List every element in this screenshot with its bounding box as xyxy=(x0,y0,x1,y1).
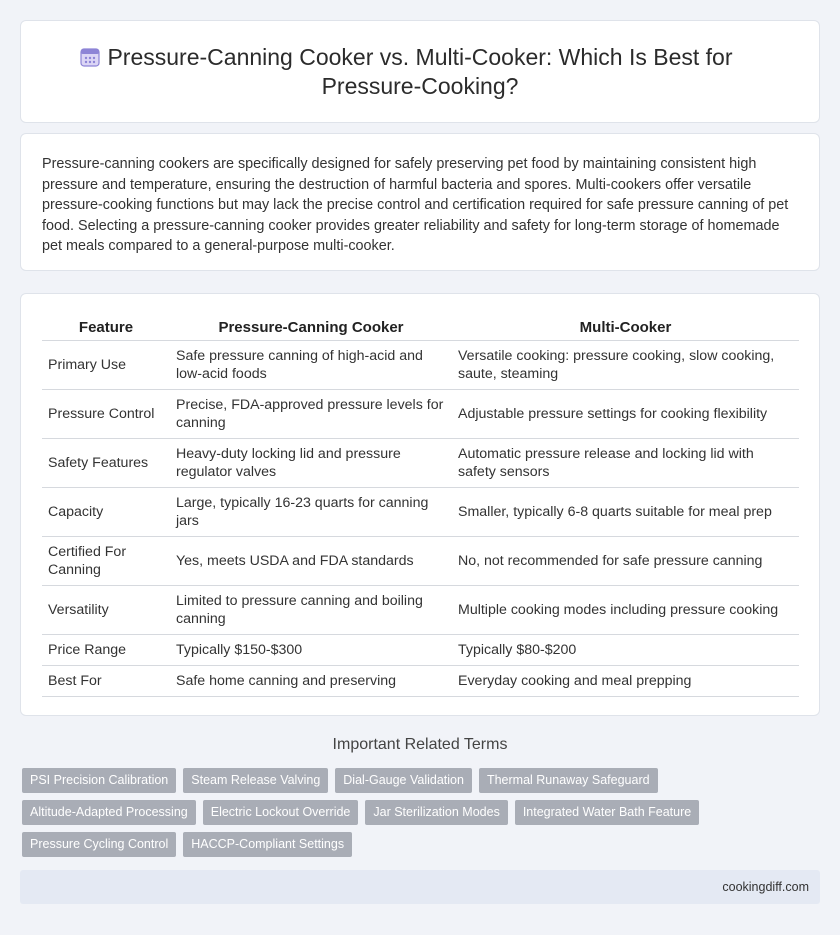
table-header-row xyxy=(42,315,799,340)
footer xyxy=(20,870,820,904)
related-term-tag[interactable]: Electric Lockout Override xyxy=(203,800,359,825)
related-term-tag[interactable]: Steam Release Valving xyxy=(183,768,328,793)
related-term-tag[interactable]: Jar Sterilization Modes xyxy=(365,800,507,825)
title-card xyxy=(20,20,820,123)
feature-cell: Certified For Canning xyxy=(42,536,170,585)
related-term-tag[interactable]: Integrated Water Bath Feature xyxy=(515,800,699,825)
table-row xyxy=(42,634,799,665)
related-term-tag[interactable]: Thermal Runaway Safeguard xyxy=(479,768,658,793)
feature-cell: Best For xyxy=(42,665,170,696)
feature-cell: Price Range xyxy=(42,634,170,665)
multi-cooker-cell: Smaller, typically 6-8 quarts suitable for meal prep xyxy=(452,487,799,536)
header-multi-cooker: Multi-Cooker xyxy=(452,315,799,340)
header-feature: Feature xyxy=(42,315,170,340)
related-term-tag[interactable]: Dial-Gauge Validation xyxy=(335,768,472,793)
comparison-card xyxy=(20,293,820,716)
multi-cooker-cell: Typically $80-$200 xyxy=(452,634,799,665)
table-row xyxy=(42,340,799,389)
related-term-tag[interactable]: Pressure Cycling Control xyxy=(22,832,176,857)
feature-cell: Pressure Control xyxy=(42,389,170,438)
pressure-canning-cell: Typically $150-$300 xyxy=(170,634,452,665)
table-row xyxy=(42,438,799,487)
multi-cooker-cell: Adjustable pressure settings for cooking flexibility xyxy=(452,389,799,438)
feature-cell: Safety Features xyxy=(42,438,170,487)
pressure-canning-cell: Precise, FDA-approved pressure levels for canning xyxy=(170,389,452,438)
pressure-canning-cell: Large, typically 16-23 quarts for canning jars xyxy=(170,487,452,536)
pressure-canning-cell: Heavy-duty locking lid and pressure regulator valves xyxy=(170,438,452,487)
table-row xyxy=(42,536,799,585)
related-term-tag[interactable]: Altitude-Adapted Processing xyxy=(22,800,196,825)
multi-cooker-cell: Versatile cooking: pressure cooking, slow cooking, saute, steaming xyxy=(452,340,799,389)
feature-cell: Versatility xyxy=(42,585,170,634)
footer-site-link[interactable]: cookingdiff.com xyxy=(722,880,809,894)
multi-cooker-cell: No, not recommended for safe pressure canning xyxy=(452,536,799,585)
related-term-tag[interactable]: PSI Precision Calibration xyxy=(22,768,176,793)
feature-cell: Capacity xyxy=(42,487,170,536)
multi-cooker-cell: Everyday cooking and meal prepping xyxy=(452,665,799,696)
related-terms-list xyxy=(22,768,822,864)
table-row xyxy=(42,389,799,438)
feature-cell: Primary Use xyxy=(42,340,170,389)
pressure-canning-cell: Safe pressure canning of high-acid and low-acid foods xyxy=(170,340,452,389)
table-row xyxy=(42,487,799,536)
intro-paragraph: Pressure-canning cookers are specifically designed for safely preserving pet food by maintaining consistent high pressure and temperature, ensuring the destruction of harmful bacteria and spores. Multi-cookers offer versatile pressure-cooking functions but may lack the precise control and certification required for safe pressure canning of pet food. Selecting a pressure-canning cooker provides greater reliability and safety for long-term storage of homemade pet meals compared to a general-purpose multi-cooker. xyxy=(42,156,789,254)
related-terms-heading: Important Related Terms xyxy=(332,736,508,753)
pressure-canning-cell: Limited to pressure canning and boiling canning xyxy=(170,585,452,634)
multi-cooker-cell: Multiple cooking modes including pressure cooking xyxy=(452,585,799,634)
multi-cooker-cell: Automatic pressure release and locking lid with safety sensors xyxy=(452,438,799,487)
header-pressure-canning-cooker: Pressure-Canning Cooker xyxy=(170,315,452,340)
pressure-canning-cell: Yes, meets USDA and FDA standards xyxy=(170,536,452,585)
table-row xyxy=(42,665,799,696)
pressure-canning-cell: Safe home canning and preserving xyxy=(170,665,452,696)
page-title: Pressure-Canning Cooker vs. Multi-Cooker: Which Is Best for Pressure-Cooking? xyxy=(107,44,733,99)
intro-card xyxy=(20,133,820,271)
comparison-table xyxy=(42,315,799,697)
related-term-tag[interactable]: HACCP-Compliant Settings xyxy=(183,832,352,857)
table-row xyxy=(42,585,799,634)
